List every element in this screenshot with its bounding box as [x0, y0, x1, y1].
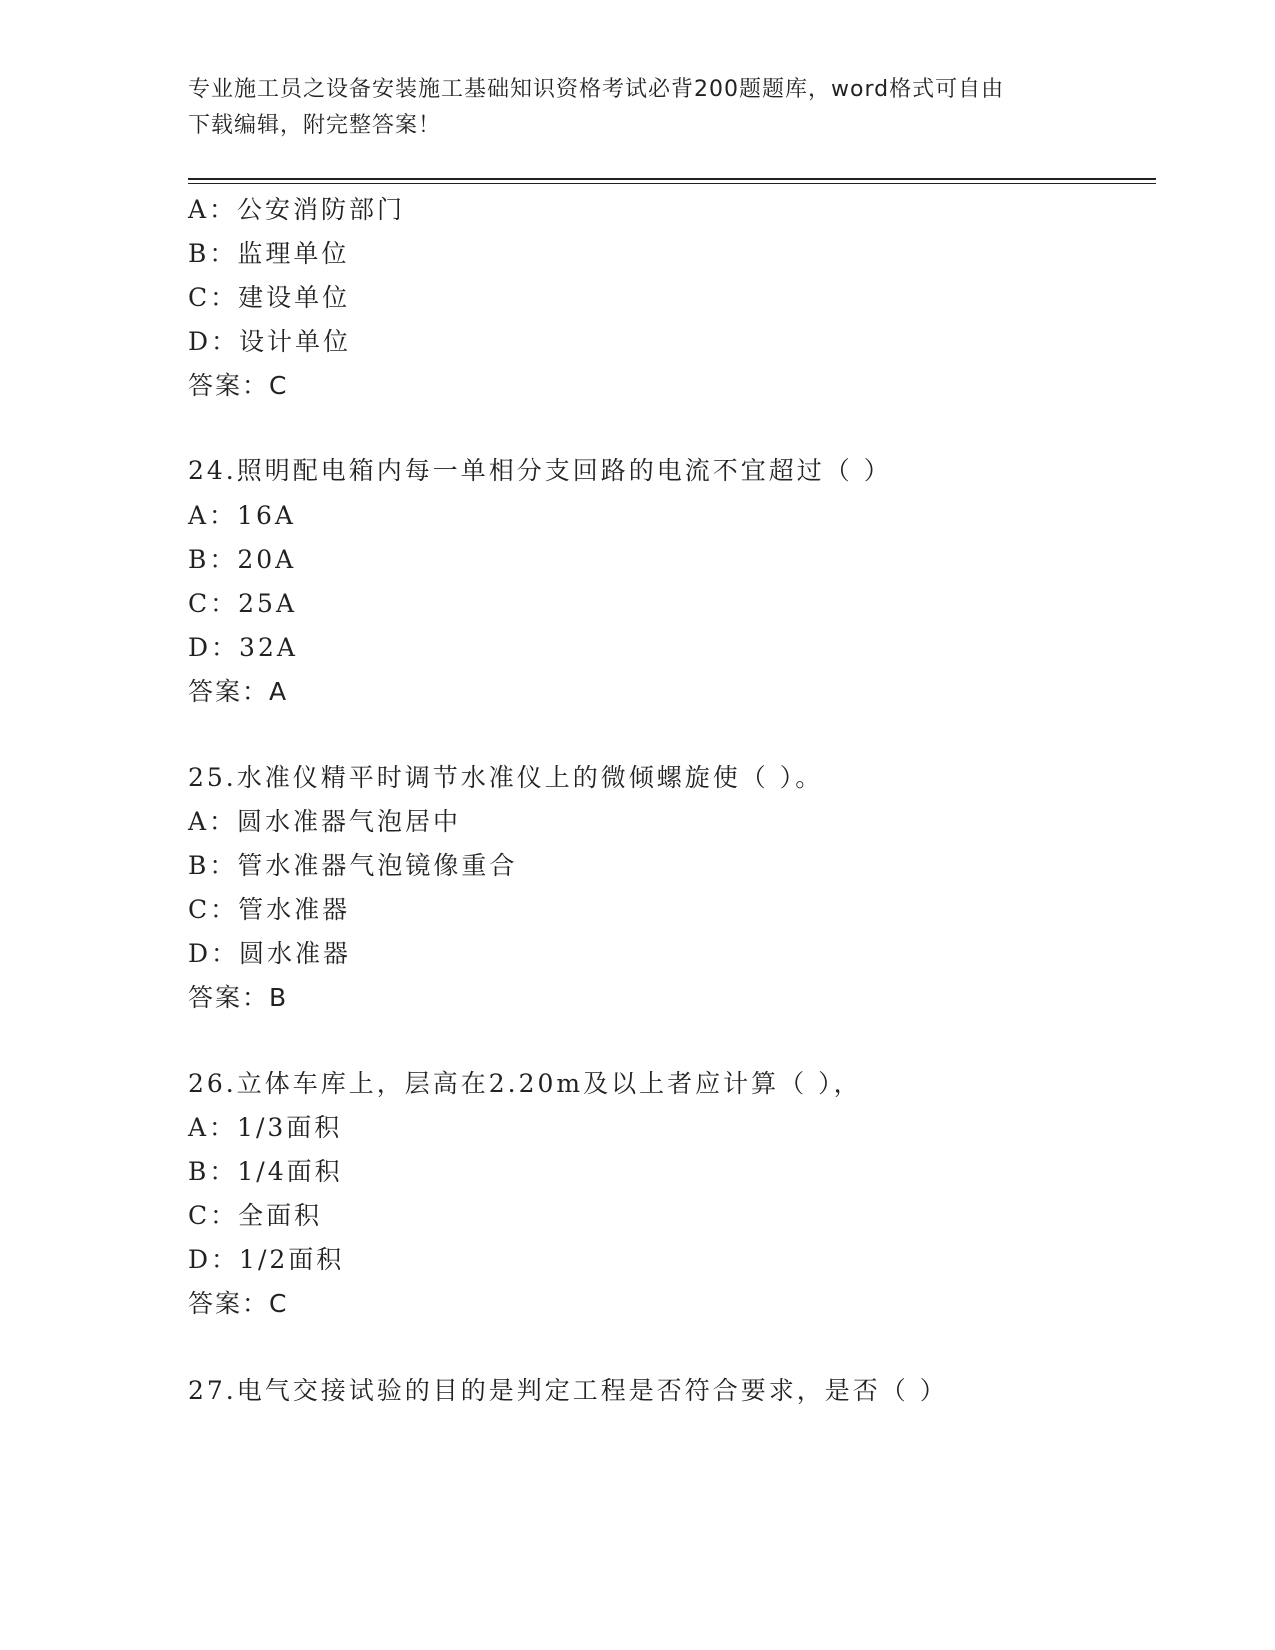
q24-question: 24.照明配电箱内每一单相分支回路的电流不宜超过（ ） [188, 456, 892, 485]
q24-answer: 答案：A [188, 677, 289, 706]
q25-answer: 答案：B [188, 983, 289, 1012]
q26-question: 26.立体车库上，层高在2.20m及以上者应计算（ ）， [188, 1069, 862, 1098]
q25-question: 25.水准仪精平时调节水准仪上的微倾螺旋使（ ）。 [188, 763, 824, 792]
q24-option-d: D：32A [188, 633, 298, 662]
header-line-2: 下载编辑，附完整答案！ [188, 113, 442, 138]
q23-option-b: B：监理单位 [188, 239, 350, 268]
q24-option-b: B：20A [188, 545, 297, 574]
q27-question: 27.电气交接试验的目的是判定工程是否符合要求，是否（ ） [188, 1376, 948, 1405]
q23-option-d: D：设计单位 [188, 327, 352, 356]
q26-option-b: B：1/4面积 [188, 1157, 343, 1186]
header-line-1: 专业施工员之设备安装施工基础知识资格考试必背200题题库，word格式可自由 [188, 77, 1005, 102]
q26-option-d: D：1/2面积 [188, 1245, 345, 1274]
q25-option-c: C：管水准器 [188, 895, 351, 924]
q23-option-c: C：建设单位 [188, 283, 351, 312]
q26-option-c: C：全面积 [188, 1201, 323, 1230]
q26-option-a: A：1/3面积 [188, 1113, 343, 1142]
q23-option-a: A：公安消防部门 [188, 195, 406, 224]
q24-option-c: C：25A [188, 589, 297, 618]
q23-answer: 答案：C [188, 371, 289, 400]
q24-option-a: A：16A [188, 501, 296, 530]
header-divider-thin [188, 183, 1156, 184]
header-divider-thick [188, 178, 1156, 180]
q25-option-d: D：圆水准器 [188, 939, 352, 968]
document-header [188, 72, 1068, 144]
q25-option-b: B：管水准器气泡镜像重合 [188, 851, 518, 880]
q26-answer: 答案：C [188, 1289, 289, 1318]
q25-option-a: A：圆水准器气泡居中 [188, 807, 462, 836]
